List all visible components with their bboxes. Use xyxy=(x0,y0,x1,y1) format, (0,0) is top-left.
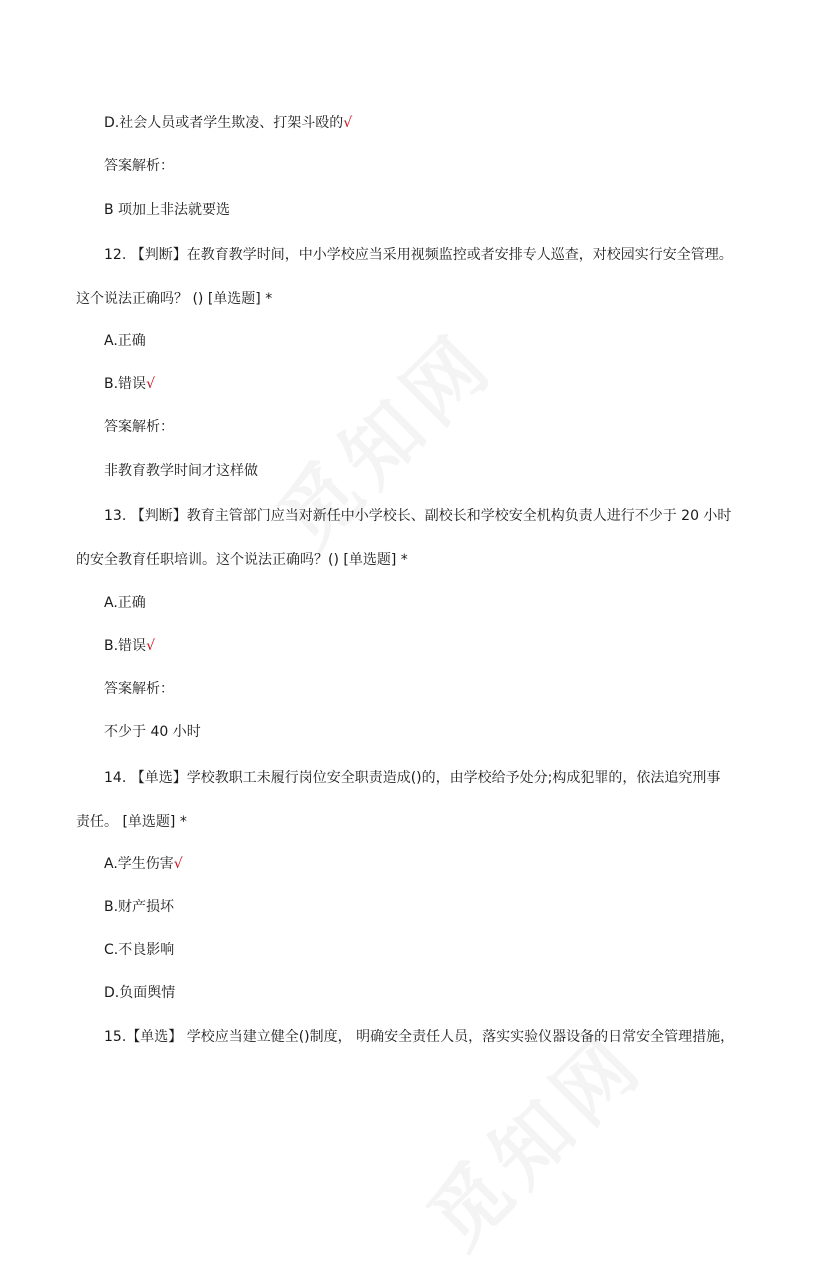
option-c: C.不良影响 xyxy=(104,942,175,958)
option-b xyxy=(104,374,155,394)
question-12-continued: 这个说法正确吗？ () [单选题] * xyxy=(76,291,273,307)
question-14-continued: 责任。 [单选题] * xyxy=(76,814,187,830)
watermark-text xyxy=(249,303,515,569)
correct-mark: √ xyxy=(173,856,183,872)
question-14: 14. 【单选】学校教职工未履行岗位安全职责造成()的，由学校给予处分;构成犯罪的，依法追究刑事 xyxy=(104,770,721,786)
option-text: B.错误 xyxy=(104,376,147,392)
option-d: D.负面舆情 xyxy=(104,985,176,1001)
correct-mark: √ xyxy=(146,376,155,392)
option-a xyxy=(104,854,183,874)
question-13-continued: 的安全教育任职培训。这个说法正确吗？() [单选题] * xyxy=(76,552,408,568)
question-12: 12. 【判断】在教育教学时间，中小学校应当采用视频监控或者安排专人巡查，对校园实行安全管理。 xyxy=(104,247,733,263)
option-text: D.社会人员或者学生欺凌、打架斗殴的 xyxy=(104,115,344,131)
question-13: 13. 【判断】教育主管部门应当对新任中小学校长、副校长和学校安全机构负责人进行不少于 20 小时 xyxy=(104,508,732,524)
answer-explanation: B 项加上非法就要选 xyxy=(104,202,231,218)
answer-explanation-label: 答案解析： xyxy=(104,419,174,435)
option-a: A.正确 xyxy=(104,595,146,611)
correct-mark: √ xyxy=(146,638,155,654)
option-text: B.错误 xyxy=(104,638,147,654)
answer-explanation: 非教育教学时间才这样做 xyxy=(104,463,258,479)
option-b: B.财产损坏 xyxy=(104,899,175,915)
answer-explanation-label: 答案解析： xyxy=(104,681,174,697)
correct-mark: √ xyxy=(343,115,353,131)
option-text: A.学生伤害 xyxy=(104,856,174,872)
option-d xyxy=(104,113,352,133)
option-b xyxy=(104,636,155,656)
answer-explanation-label: 答案解析： xyxy=(104,158,174,174)
question-15: 15.【单选】 学校应当建立健全()制度， 明确安全责任人员，落实实验仪器设备的日常安全管理措施， xyxy=(104,1029,735,1045)
answer-explanation: 不少于 40 小时 xyxy=(104,724,201,740)
option-a: A.正确 xyxy=(104,333,146,349)
